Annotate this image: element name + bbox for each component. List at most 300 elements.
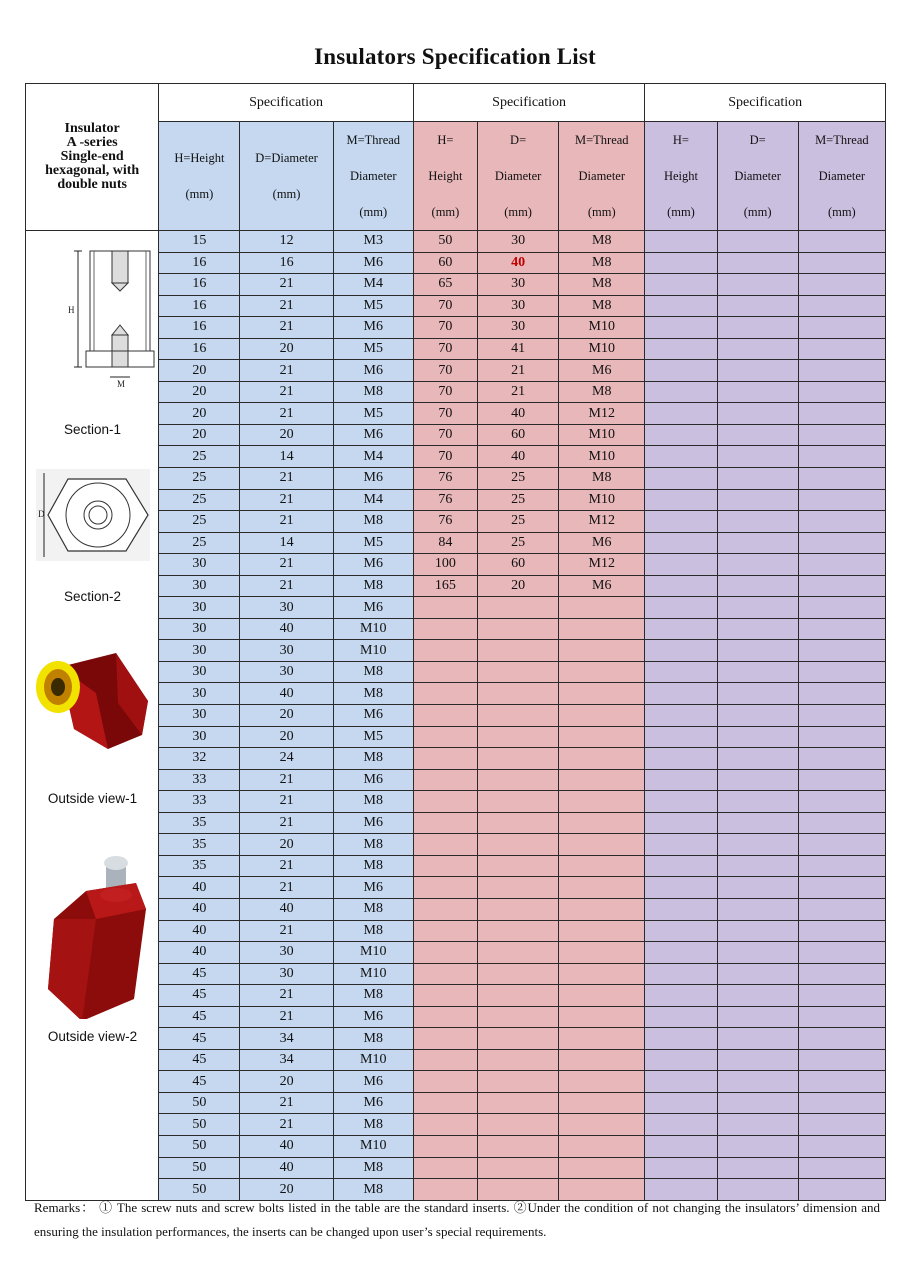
table-cell: 25 bbox=[159, 511, 240, 533]
empty-cell bbox=[798, 1006, 885, 1028]
empty-cell bbox=[645, 1006, 717, 1028]
table-cell: M10 bbox=[559, 317, 645, 339]
sub-header-line: H= bbox=[437, 133, 454, 147]
empty-cell bbox=[717, 1006, 798, 1028]
table-cell: M6 bbox=[333, 1006, 413, 1028]
empty-cell bbox=[413, 1049, 477, 1071]
empty-cell bbox=[559, 661, 645, 683]
empty-cell bbox=[717, 1114, 798, 1136]
sub-header-5 bbox=[478, 122, 559, 231]
empty-cell bbox=[478, 1157, 559, 1179]
empty-cell bbox=[717, 1092, 798, 1114]
empty-cell bbox=[413, 942, 477, 964]
empty-cell bbox=[798, 877, 885, 899]
empty-cell bbox=[478, 726, 559, 748]
table-cell: 21 bbox=[478, 381, 559, 403]
table-cell: M5 bbox=[333, 403, 413, 425]
table-cell: 16 bbox=[159, 274, 240, 296]
caption-outside-view-1: Outside view-1 bbox=[47, 791, 138, 806]
table-cell: 30 bbox=[240, 942, 333, 964]
table-cell: 30 bbox=[159, 726, 240, 748]
table-cell: 16 bbox=[159, 338, 240, 360]
empty-cell bbox=[478, 1006, 559, 1028]
table-cell: M6 bbox=[333, 705, 413, 727]
table-cell: 32 bbox=[159, 748, 240, 770]
table-cell: M8 bbox=[333, 855, 413, 877]
empty-cell bbox=[645, 920, 717, 942]
empty-cell bbox=[645, 446, 717, 468]
sub-header-line: Diameter bbox=[494, 169, 542, 183]
table-cell: M8 bbox=[333, 791, 413, 813]
table-cell: 30 bbox=[478, 274, 559, 296]
table-cell: M10 bbox=[333, 640, 413, 662]
table-cell: M8 bbox=[333, 511, 413, 533]
table-cell: M4 bbox=[333, 489, 413, 511]
table-cell: M6 bbox=[333, 812, 413, 834]
empty-cell bbox=[645, 834, 717, 856]
table-cell: 40 bbox=[240, 1135, 333, 1157]
empty-cell bbox=[559, 855, 645, 877]
empty-cell bbox=[717, 942, 798, 964]
table-cell: 21 bbox=[240, 1114, 333, 1136]
table-cell: 35 bbox=[159, 855, 240, 877]
empty-cell bbox=[478, 834, 559, 856]
empty-cell bbox=[717, 920, 798, 942]
table-cell: M8 bbox=[333, 575, 413, 597]
empty-cell bbox=[717, 468, 798, 490]
table-cell: 41 bbox=[478, 338, 559, 360]
table-cell: 40 bbox=[240, 1157, 333, 1179]
drawing-label-h: H bbox=[68, 305, 75, 315]
empty-cell bbox=[478, 661, 559, 683]
empty-cell bbox=[413, 640, 477, 662]
empty-cell bbox=[717, 985, 798, 1007]
insulator-label: Insulator A -series Single-end hexagonal, with double nuts bbox=[26, 84, 159, 231]
empty-cell bbox=[559, 769, 645, 791]
empty-cell bbox=[717, 705, 798, 727]
empty-cell bbox=[645, 855, 717, 877]
sub-header-6 bbox=[559, 122, 645, 231]
empty-cell bbox=[559, 683, 645, 705]
table-cell: 30 bbox=[159, 554, 240, 576]
empty-cell bbox=[717, 295, 798, 317]
table-cell: M5 bbox=[333, 726, 413, 748]
empty-cell bbox=[645, 1135, 717, 1157]
table-cell: 40 bbox=[159, 920, 240, 942]
table-cell: 76 bbox=[413, 511, 477, 533]
empty-cell bbox=[413, 597, 477, 619]
empty-cell bbox=[798, 1114, 885, 1136]
table-cell: 40 bbox=[478, 446, 559, 468]
table-cell: 40 bbox=[478, 252, 559, 274]
table-cell: 30 bbox=[240, 597, 333, 619]
empty-cell bbox=[717, 1049, 798, 1071]
empty-cell bbox=[645, 317, 717, 339]
table-cell: M10 bbox=[559, 446, 645, 468]
empty-cell bbox=[478, 748, 559, 770]
table-cell: 21 bbox=[240, 468, 333, 490]
empty-cell bbox=[559, 1157, 645, 1179]
empty-cell bbox=[717, 360, 798, 382]
empty-cell bbox=[717, 231, 798, 253]
empty-cell bbox=[413, 748, 477, 770]
table-cell: 24 bbox=[240, 748, 333, 770]
table-cell: M8 bbox=[333, 898, 413, 920]
empty-cell bbox=[413, 791, 477, 813]
empty-cell bbox=[645, 942, 717, 964]
empty-cell bbox=[645, 705, 717, 727]
table-cell: 20 bbox=[159, 360, 240, 382]
empty-cell bbox=[559, 705, 645, 727]
empty-cell bbox=[798, 317, 885, 339]
empty-cell bbox=[645, 403, 717, 425]
empty-cell bbox=[717, 791, 798, 813]
empty-cell bbox=[413, 661, 477, 683]
table-cell: 20 bbox=[159, 403, 240, 425]
table-cell: 20 bbox=[240, 338, 333, 360]
empty-cell bbox=[645, 252, 717, 274]
table-cell: 20 bbox=[240, 834, 333, 856]
sub-header-line: (mm) bbox=[504, 205, 532, 219]
empty-cell bbox=[645, 274, 717, 296]
empty-cell bbox=[413, 812, 477, 834]
empty-cell bbox=[645, 295, 717, 317]
empty-cell bbox=[645, 381, 717, 403]
empty-cell bbox=[645, 877, 717, 899]
empty-cell bbox=[717, 898, 798, 920]
table-cell: 30 bbox=[240, 640, 333, 662]
sub-header-line: D=Diameter bbox=[255, 151, 318, 165]
sub-header-line: (mm) bbox=[431, 205, 460, 219]
empty-cell bbox=[798, 597, 885, 619]
empty-cell bbox=[798, 1157, 885, 1179]
empty-cell bbox=[413, 1114, 477, 1136]
empty-cell bbox=[559, 1092, 645, 1114]
empty-cell bbox=[717, 1157, 798, 1179]
empty-cell bbox=[798, 1028, 885, 1050]
table-cell: 35 bbox=[159, 812, 240, 834]
empty-cell bbox=[645, 231, 717, 253]
table-cell: M8 bbox=[559, 295, 645, 317]
table-cell: 50 bbox=[159, 1179, 240, 1201]
table-cell: 25 bbox=[159, 532, 240, 554]
table-cell: 30 bbox=[478, 231, 559, 253]
table-cell: M4 bbox=[333, 446, 413, 468]
table-cell: M8 bbox=[333, 683, 413, 705]
table-cell: M8 bbox=[559, 252, 645, 274]
empty-cell bbox=[413, 1157, 477, 1179]
table-cell: 70 bbox=[413, 338, 477, 360]
drawing-label-m: M bbox=[117, 379, 126, 389]
empty-cell bbox=[798, 855, 885, 877]
empty-cell bbox=[478, 877, 559, 899]
empty-cell bbox=[645, 468, 717, 490]
empty-cell bbox=[645, 748, 717, 770]
empty-cell bbox=[559, 791, 645, 813]
empty-cell bbox=[798, 403, 885, 425]
table-cell: M6 bbox=[333, 1071, 413, 1093]
empty-cell bbox=[559, 942, 645, 964]
sub-header-1 bbox=[159, 122, 240, 231]
table-cell: M6 bbox=[333, 769, 413, 791]
empty-cell bbox=[717, 748, 798, 770]
sub-header-9 bbox=[798, 122, 885, 231]
table-cell: M5 bbox=[333, 295, 413, 317]
table-cell: M4 bbox=[333, 274, 413, 296]
empty-cell bbox=[413, 877, 477, 899]
sub-header-line: (mm) bbox=[272, 187, 301, 201]
group-header-2: Specification bbox=[413, 84, 645, 122]
table-cell: 21 bbox=[240, 791, 333, 813]
table-cell: 21 bbox=[478, 360, 559, 382]
table-cell: 21 bbox=[240, 920, 333, 942]
table-cell: M8 bbox=[559, 274, 645, 296]
empty-cell bbox=[717, 1028, 798, 1050]
table-cell: M8 bbox=[559, 231, 645, 253]
sub-header-7 bbox=[645, 122, 717, 231]
empty-cell bbox=[717, 597, 798, 619]
empty-cell bbox=[559, 1114, 645, 1136]
table-cell: M6 bbox=[333, 317, 413, 339]
empty-cell bbox=[645, 683, 717, 705]
table-cell: M8 bbox=[559, 468, 645, 490]
empty-cell bbox=[478, 705, 559, 727]
empty-cell bbox=[413, 1092, 477, 1114]
table-cell: M6 bbox=[333, 597, 413, 619]
table-cell: M8 bbox=[333, 1179, 413, 1201]
sub-header-line: H=Height bbox=[174, 151, 225, 165]
caption-section-1: Section-1 bbox=[63, 422, 122, 437]
sub-header-line: Diameter bbox=[734, 169, 781, 183]
empty-cell bbox=[717, 424, 798, 446]
table-cell: 45 bbox=[159, 985, 240, 1007]
table-cell: 70 bbox=[413, 295, 477, 317]
table-cell: M6 bbox=[333, 252, 413, 274]
table-cell: 21 bbox=[240, 575, 333, 597]
empty-cell bbox=[717, 274, 798, 296]
table-cell: 50 bbox=[159, 1135, 240, 1157]
empty-cell bbox=[798, 1135, 885, 1157]
empty-cell bbox=[717, 575, 798, 597]
empty-cell bbox=[478, 683, 559, 705]
sub-header-line: Height bbox=[428, 169, 463, 183]
empty-cell bbox=[478, 942, 559, 964]
table-cell: M6 bbox=[333, 554, 413, 576]
table-cell: M6 bbox=[333, 360, 413, 382]
empty-cell bbox=[645, 1028, 717, 1050]
table-cell: 21 bbox=[240, 985, 333, 1007]
table-cell: 25 bbox=[478, 532, 559, 554]
empty-cell bbox=[798, 231, 885, 253]
empty-cell bbox=[413, 1028, 477, 1050]
empty-cell bbox=[645, 1114, 717, 1136]
table-cell: 20 bbox=[240, 424, 333, 446]
empty-cell bbox=[645, 360, 717, 382]
empty-cell bbox=[798, 640, 885, 662]
table-cell: 16 bbox=[159, 295, 240, 317]
caption-outside-view-2: Outside view-2 bbox=[47, 1029, 138, 1044]
table-cell: 70 bbox=[413, 403, 477, 425]
empty-cell bbox=[559, 985, 645, 1007]
table-cell: M12 bbox=[559, 403, 645, 425]
table-cell: 34 bbox=[240, 1028, 333, 1050]
empty-cell bbox=[645, 532, 717, 554]
table-cell: 76 bbox=[413, 468, 477, 490]
table-cell: M6 bbox=[333, 877, 413, 899]
empty-cell bbox=[717, 855, 798, 877]
outside-view-2-image bbox=[26, 849, 159, 1019]
empty-cell bbox=[645, 726, 717, 748]
empty-cell bbox=[798, 446, 885, 468]
table-cell: 20 bbox=[240, 1179, 333, 1201]
outside-view-1-image bbox=[26, 645, 159, 755]
sub-header-8 bbox=[717, 122, 798, 231]
table-cell: 50 bbox=[159, 1092, 240, 1114]
empty-cell bbox=[798, 532, 885, 554]
table-cell: 30 bbox=[478, 317, 559, 339]
empty-cell bbox=[413, 1135, 477, 1157]
table-cell: 30 bbox=[159, 640, 240, 662]
empty-cell bbox=[478, 597, 559, 619]
empty-cell bbox=[413, 963, 477, 985]
table-cell: 45 bbox=[159, 1028, 240, 1050]
sub-header-line: (mm) bbox=[587, 205, 616, 219]
empty-cell bbox=[717, 812, 798, 834]
table-cell: 165 bbox=[413, 575, 477, 597]
empty-cell bbox=[559, 597, 645, 619]
empty-cell bbox=[798, 661, 885, 683]
empty-cell bbox=[645, 769, 717, 791]
empty-cell bbox=[717, 554, 798, 576]
empty-cell bbox=[645, 812, 717, 834]
empty-cell bbox=[478, 1071, 559, 1093]
empty-cell bbox=[413, 1071, 477, 1093]
empty-cell bbox=[798, 812, 885, 834]
table-cell: M10 bbox=[559, 489, 645, 511]
table-cell: M8 bbox=[333, 1157, 413, 1179]
empty-cell bbox=[798, 748, 885, 770]
empty-cell bbox=[798, 834, 885, 856]
empty-cell bbox=[798, 683, 885, 705]
empty-cell bbox=[645, 489, 717, 511]
empty-cell bbox=[645, 511, 717, 533]
empty-cell bbox=[798, 942, 885, 964]
table-cell: M12 bbox=[559, 511, 645, 533]
sub-header-line: M=Thread bbox=[346, 133, 401, 147]
table-cell: 16 bbox=[159, 317, 240, 339]
empty-cell bbox=[559, 898, 645, 920]
empty-cell bbox=[717, 381, 798, 403]
sub-header-line: Diameter bbox=[578, 169, 626, 183]
table-cell: 30 bbox=[240, 661, 333, 683]
empty-cell bbox=[798, 511, 885, 533]
table-cell: 15 bbox=[159, 231, 240, 253]
remarks: Remarks： ① The screw nuts and screw bolts listed in the table are the standard inserts. ②Under the condition of not changing the insulators’ dimension and ensuring the insulation performances, the inserts can be changed upon user’s special requirements. bbox=[34, 1200, 880, 1239]
table-cell: 50 bbox=[159, 1114, 240, 1136]
sub-header-line: H= bbox=[672, 133, 689, 147]
table-cell: 70 bbox=[413, 317, 477, 339]
table-cell: 30 bbox=[478, 295, 559, 317]
empty-cell bbox=[559, 1049, 645, 1071]
table-cell: 100 bbox=[413, 554, 477, 576]
table-cell: 20 bbox=[159, 381, 240, 403]
empty-cell bbox=[798, 1049, 885, 1071]
table-cell: 21 bbox=[240, 877, 333, 899]
table-cell: 20 bbox=[159, 424, 240, 446]
empty-cell bbox=[717, 532, 798, 554]
table-cell: 30 bbox=[240, 963, 333, 985]
empty-cell bbox=[478, 920, 559, 942]
empty-cell bbox=[717, 640, 798, 662]
empty-cell bbox=[478, 963, 559, 985]
section-1-drawing bbox=[26, 239, 159, 389]
empty-cell bbox=[798, 360, 885, 382]
table-cell: 60 bbox=[413, 252, 477, 274]
empty-cell bbox=[559, 920, 645, 942]
empty-cell bbox=[645, 338, 717, 360]
empty-cell bbox=[717, 511, 798, 533]
empty-cell bbox=[717, 403, 798, 425]
empty-cell bbox=[798, 468, 885, 490]
table-cell: M10 bbox=[333, 1049, 413, 1071]
empty-cell bbox=[645, 963, 717, 985]
table-cell: 21 bbox=[240, 1092, 333, 1114]
empty-cell bbox=[717, 683, 798, 705]
empty-cell bbox=[717, 661, 798, 683]
empty-cell bbox=[413, 705, 477, 727]
empty-cell bbox=[559, 1071, 645, 1093]
table-cell: M8 bbox=[333, 985, 413, 1007]
empty-cell bbox=[478, 640, 559, 662]
empty-cell bbox=[413, 985, 477, 1007]
sub-header-4 bbox=[413, 122, 477, 231]
empty-cell bbox=[798, 898, 885, 920]
empty-cell bbox=[478, 898, 559, 920]
table-cell: M5 bbox=[333, 532, 413, 554]
empty-cell bbox=[798, 295, 885, 317]
table-cell: 70 bbox=[413, 424, 477, 446]
empty-cell bbox=[798, 1071, 885, 1093]
empty-cell bbox=[798, 381, 885, 403]
table-cell: 21 bbox=[240, 855, 333, 877]
table-cell: 45 bbox=[159, 1006, 240, 1028]
table-cell: 40 bbox=[240, 618, 333, 640]
empty-cell bbox=[645, 985, 717, 1007]
table-cell: 50 bbox=[159, 1157, 240, 1179]
empty-cell bbox=[413, 1006, 477, 1028]
empty-cell bbox=[798, 274, 885, 296]
empty-cell bbox=[645, 575, 717, 597]
table-cell: 21 bbox=[240, 295, 333, 317]
table-cell: 60 bbox=[478, 554, 559, 576]
table-cell: 45 bbox=[159, 1049, 240, 1071]
empty-cell bbox=[717, 338, 798, 360]
empty-cell bbox=[478, 1028, 559, 1050]
empty-cell bbox=[413, 834, 477, 856]
table-cell: 35 bbox=[159, 834, 240, 856]
sub-header-line: M=Thread bbox=[574, 133, 629, 147]
page-title: Insulators Specification List bbox=[314, 44, 596, 69]
table-cell: 40 bbox=[159, 898, 240, 920]
table-cell: M6 bbox=[333, 1092, 413, 1114]
empty-cell bbox=[717, 618, 798, 640]
empty-cell bbox=[645, 1071, 717, 1093]
table-cell: M6 bbox=[333, 424, 413, 446]
spec-table bbox=[25, 83, 886, 1201]
empty-cell bbox=[559, 877, 645, 899]
table-cell: 70 bbox=[413, 381, 477, 403]
table-cell: 16 bbox=[240, 252, 333, 274]
